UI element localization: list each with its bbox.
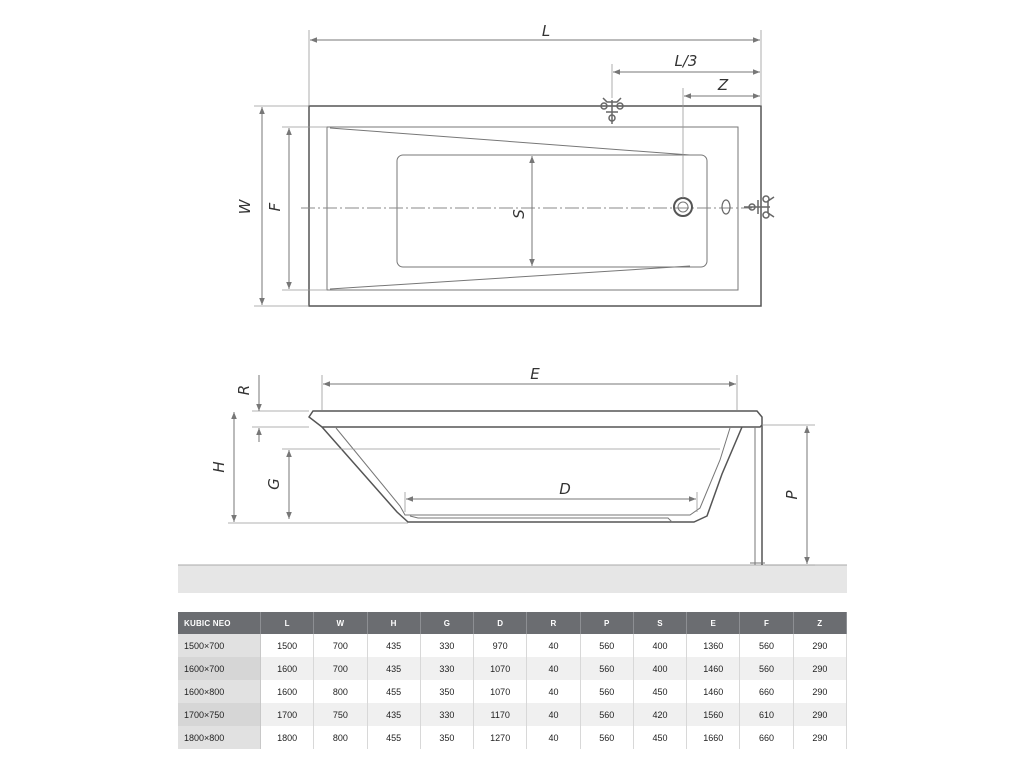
dim-label-W: W [236,199,254,215]
side-view [178,365,847,593]
table-cell: 40 [527,657,580,680]
table-cell: 1500 [261,634,314,657]
table-cell: 1460 [687,680,740,703]
table-cell: 400 [633,657,686,680]
table-cell: 435 [367,703,420,726]
faucet-side-icon [744,196,774,218]
dim-label-L3: L/3 [674,52,698,70]
table-cell-model: 1500×700 [178,634,261,657]
tub-body-outer [322,427,742,522]
table-cell: 560 [580,634,633,657]
table-header-d: D [474,612,527,634]
dim-label-D: D [559,480,571,498]
table-header-l: L [261,612,314,634]
dim-label-G: G [265,478,283,490]
table-cell-model: 1700×750 [178,703,261,726]
table-cell: 290 [793,703,846,726]
table-cell-model: 1600×700 [178,657,261,680]
dim-label-P: P [783,490,801,500]
table-row [178,657,847,680]
table-cell: 455 [367,726,420,749]
table-cell: 560 [580,703,633,726]
overflow-icon [722,200,730,214]
table-cell-model: 1800×800 [178,726,261,749]
dim-label-F: F [266,202,284,212]
table-cell: 1700 [261,703,314,726]
table-row [178,680,847,703]
table-cell: 560 [740,634,793,657]
table-cell: 560 [580,680,633,703]
drain-icon [674,198,692,216]
tub-body-inner [336,428,730,515]
table-cell: 610 [740,703,793,726]
table-cell: 560 [580,726,633,749]
table-cell: 1070 [474,657,527,680]
table-cell: 800 [314,726,367,749]
table-cell: 1600 [261,680,314,703]
tub-basin-bottom [397,155,707,267]
dim-label-S: S [510,209,528,219]
table-cell: 700 [314,634,367,657]
table-cell: 455 [367,680,420,703]
table-cell: 290 [793,726,846,749]
table-cell: 435 [367,634,420,657]
table-cell: 40 [527,726,580,749]
plan-view [236,22,774,306]
tub-rim [309,411,762,427]
table-cell: 330 [420,634,473,657]
dim-label-E: E [530,365,540,383]
table-cell: 290 [793,657,846,680]
table-header-p: P [580,612,633,634]
dim-label-H: H [210,461,228,473]
table-cell: 1070 [474,680,527,703]
table-cell: 970 [474,634,527,657]
table-cell: 350 [420,726,473,749]
table-cell: 450 [633,680,686,703]
table-cell: 420 [633,703,686,726]
table-cell: 40 [527,703,580,726]
dim-label-R: R [235,384,253,396]
table-cell: 660 [740,680,793,703]
table-cell: 750 [314,703,367,726]
dim-label-L: L [541,22,551,40]
table-header-model: KUBIC NEO [178,612,261,634]
table-cell: 800 [314,680,367,703]
table-row [178,634,847,657]
table-row [178,703,847,726]
table-header-row [178,612,847,634]
table-header-e: E [687,612,740,634]
tub-bottom [410,516,672,522]
dimensions-table [178,612,847,749]
table-header-h: H [367,612,420,634]
table-cell: 1600 [261,657,314,680]
table-cell-model: 1600×800 [178,680,261,703]
table-cell: 660 [740,726,793,749]
slope-line-bottom [330,266,690,289]
table-header-r: R [527,612,580,634]
table-cell: 1460 [687,657,740,680]
table-cell: 1660 [687,726,740,749]
table-header-g: G [420,612,473,634]
table-cell: 1800 [261,726,314,749]
dim-label-Z: Z [717,76,729,94]
table-cell: 700 [314,657,367,680]
slope-line-top [330,128,690,155]
table-header-z: Z [793,612,846,634]
faucet-top-icon [601,98,623,124]
table-header-w: W [314,612,367,634]
table-cell: 1270 [474,726,527,749]
table-header-f: F [740,612,793,634]
table-cell: 40 [527,634,580,657]
table-cell: 560 [580,657,633,680]
table-cell: 1560 [687,703,740,726]
table-cell: 350 [420,680,473,703]
table-cell: 560 [740,657,793,680]
table-cell: 450 [633,726,686,749]
table-cell: 400 [633,634,686,657]
table-cell: 1360 [687,634,740,657]
table-cell: 40 [527,680,580,703]
table-cell: 1170 [474,703,527,726]
table-cell: 330 [420,703,473,726]
table-row [178,726,847,749]
table-cell: 435 [367,657,420,680]
table-header-s: S [633,612,686,634]
table-body [178,634,847,749]
table-cell: 330 [420,657,473,680]
table-cell: 290 [793,680,846,703]
floor [178,565,847,593]
table-cell: 290 [793,634,846,657]
